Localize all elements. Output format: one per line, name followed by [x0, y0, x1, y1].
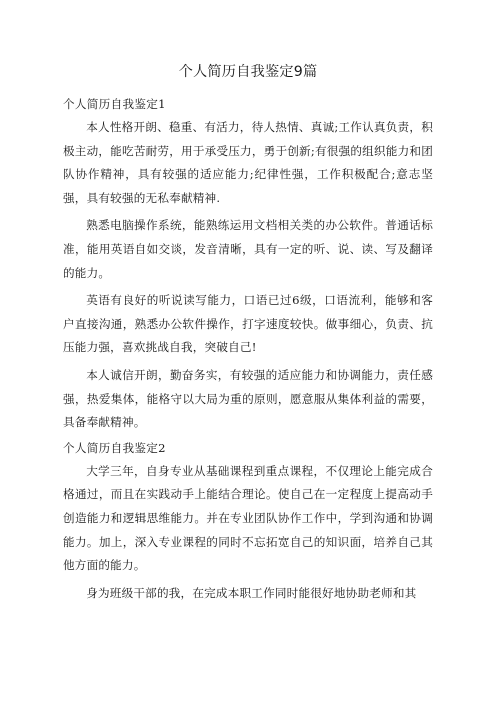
section-1	[63, 95, 433, 435]
section-2	[63, 439, 433, 606]
document-title: 个人简历自我鉴定9篇	[178, 64, 318, 80]
paragraph: 英语有良好的听说读写能力，口语已过6级，口语流利，能够和客户直接沟通，熟悉办公软件操作，打字速度较快。做事细心，负责、抗压能力强，喜欢挑战自我，突破自己!	[63, 293, 433, 355]
section-heading: 个人简历自我鉴定2	[63, 440, 166, 455]
paragraph: 大学三年，自身专业从基础课程到重点课程，不仅理论上能完成合格通过，而且在实践动手上能结合理论。使自己在一定程度上提高动手创造能力和逻辑思维能力。并在专业团队协作工作中，学到沟通和协调能力。加上，深入专业课程的同时不忘拓宽自己的知识面，培养自己其他方面的能力。	[63, 463, 433, 573]
paragraph: 本人诚信开朗，勤奋务实，有较强的适应能力和协调能力，责任感强，热爱集体，能格守以大局为重的原则，愿意服从集体利益的需要，具备奉献精神。	[63, 367, 433, 430]
section-heading: 个人简历自我鉴定1	[63, 97, 166, 111]
paragraph: 本人性格开朗、稳重、有活力，待人热情、真诚;工作认真负责，积极主动，能吃苦耐劳，用于承受压力，勇于创新;有很强的组织能力和团队协作精神，具有较强的适应能力;纪律性强，工作积极配合;意志坚强，具有较强的无私奉献精神.	[63, 120, 433, 205]
paragraph: 熟悉电脑操作系统，能熟练运用文档相关类的办公软件。普通话标准，能用英语自如交谈，发音清晰，具有一定的听、说、读、写及翻译的能力。	[63, 218, 433, 280]
paragraph: 身为班级干部的我，在完成本职工作同时能很好地协助老师和其	[86, 585, 417, 600]
